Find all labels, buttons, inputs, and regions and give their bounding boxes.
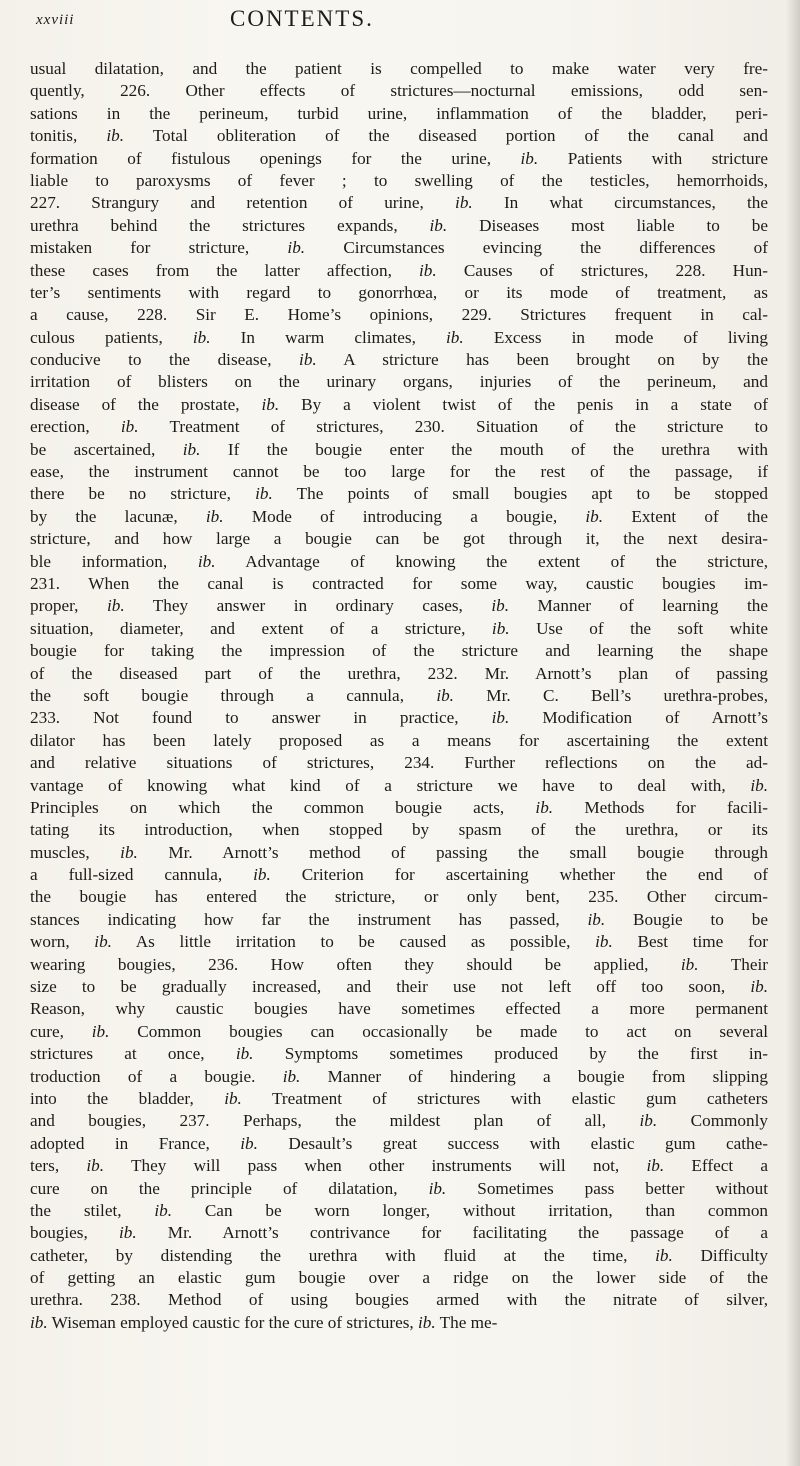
text-line: erection, ib. Treatment of strictures, 230. Situation of the stricture to (30, 417, 768, 437)
text-line: cure on the principle of dilatation, ib. Sometimes pass better without (30, 1178, 768, 1198)
text-line: stricture, and how large a bougie can be got through it, the next desira- (30, 529, 768, 549)
text-line: the stilet, ib. Can be worn longer, without irritation, than common (30, 1200, 768, 1220)
text-line: into the bladder, ib. Treatment of strictures with elastic gum catheters (30, 1088, 768, 1108)
text-line: dilator has been lately proposed as a means for ascertaining the extent (30, 730, 768, 750)
text-line: irritation of blisters on the urinary organs, injuries of the perineum, and (30, 372, 768, 392)
text-line: usual dilatation, and the patient is compelled to make water very fre- (30, 59, 768, 78)
text-line: 227. Strangury and retention of urine, ib. In what circumstances, the (30, 193, 768, 213)
text-line: vantage of knowing what kind of a stricture we have to deal with, ib. (30, 775, 768, 795)
text-line: cure, ib. Common bougies can occasionally be made to act on several (30, 1021, 768, 1041)
text-line: these cases from the latter affection, ib. Causes of strictures, 228. Hun- (30, 260, 768, 280)
text-line: situation, diameter, and extent of a stricture, ib. Use of the soft white (30, 618, 768, 638)
text-line: of getting an elastic gum bougie over a ridge on the lower side of the (30, 1268, 768, 1288)
text-line: tonitis, ib. Total obliteration of the diseased portion of the canal and (30, 126, 768, 146)
text-line: a cause, 228. Sir E. Home’s opinions, 229. Strictures frequent in cal- (30, 305, 768, 325)
text-line: Reason, why caustic bougies have sometimes effected a more permanent (30, 999, 768, 1019)
text-line: urethra. 238. Method of using bougies armed with the nitrate of silver, (30, 1290, 768, 1310)
text-line: be ascertained, ib. If the bougie enter the mouth of the urethra with (30, 439, 768, 459)
text-line: formation of fistulous openings for the urine, ib. Patients with stricture (30, 148, 768, 168)
text-line: and bougies, 237. Perhaps, the mildest plan of all, ib. Commonly (30, 1111, 768, 1131)
text-line: disease of the prostate, ib. By a violent twist of the penis in a state of (30, 394, 768, 414)
text-line: troduction of a bougie. ib. Manner of hindering a bougie from slipping (30, 1066, 768, 1086)
text-line: stances indicating how far the instrument has passed, ib. Bougie to be (30, 909, 768, 929)
text-line: the soft bougie through a cannula, ib. Mr. C. Bell’s urethra-probes, (30, 685, 768, 705)
text-line: tating its introduction, when stopped by spasm of the urethra, or its (30, 820, 768, 840)
text-line: culous patients, ib. In warm climates, ib. Excess in mode of living (30, 327, 768, 347)
text-line: and relative situations of strictures, 234. Further reflections on the ad- (30, 753, 768, 773)
text-line: the bougie has entered the stricture, or only bent, 235. Other circum- (30, 887, 768, 907)
text-line: by the lacunæ, ib. Mode of introducing a bougie, ib. Extent of the (30, 506, 768, 526)
page-header (36, 4, 766, 40)
text-line: mistaken for stricture, ib. Circumstances evincing the differences of (30, 238, 768, 258)
text-line: sations in the perineum, turbid urine, inflammation of the bladder, peri- (30, 103, 768, 123)
text-line: bougie for taking the impression of the stricture and learning the shape (30, 641, 768, 661)
text-line: size to be gradually increased, and their use not left off too soon, ib. (30, 977, 768, 997)
page-edge-shadow (786, 0, 800, 1466)
text-line: Principles on which the common bougie acts, ib. Methods for facili- (30, 797, 768, 817)
text-line: ters, ib. They will pass when other instruments will not, ib. Effect a (30, 1156, 768, 1176)
text-line: liable to paroxysms of fever ; to swelling of the testicles, hemorrhoids, (30, 170, 768, 190)
text-line: ble information, ib. Advantage of knowing the extent of the stricture, (30, 551, 768, 571)
text-line: there be no stricture, ib. The points of small bougies apt to be stopped (30, 484, 768, 504)
text-line: of the diseased part of the urethra, 232. Mr. Arnott’s plan of passing (30, 663, 768, 683)
text-line: a full-sized cannula, ib. Criterion for ascertaining whether the end of (30, 865, 768, 885)
text-line: ter’s sentiments with regard to gonorrhœa, or its mode of treatment, as (30, 282, 768, 302)
text-line: muscles, ib. Mr. Arnott’s method of passing the small bougie through (30, 842, 768, 862)
text-line: catheter, by distending the urethra with fluid at the time, ib. Difficulty (30, 1245, 768, 1265)
page-number: xxviii (36, 12, 75, 28)
text-line: bougies, ib. Mr. Arnott’s contrivance for facilitating the passage of a (30, 1223, 768, 1243)
text-line: wearing bougies, 236. How often they should be applied, ib. Their (30, 954, 768, 974)
text-line: 231. When the canal is contracted for some way, caustic bougies im- (30, 573, 768, 593)
text-line: adopted in France, ib. Desault’s great success with elastic gum cathe- (30, 1133, 768, 1153)
text-line: strictures at once, ib. Symptoms sometimes produced by the first in- (30, 1044, 768, 1064)
text-line: conducive to the disease, ib. A stricture has been brought on by the (30, 350, 768, 370)
text-line: ease, the instrument cannot be too large for the rest of the passage, if (30, 462, 768, 482)
text-line: ib. Wiseman employed caustic for the cure of strictures, ib. The me- (30, 1312, 498, 1332)
text-line: quently, 226. Other effects of strictures—nocturnal emissions, odd sen- (30, 81, 768, 101)
text-line: proper, ib. They answer in ordinary cases, ib. Manner of learning the (30, 596, 768, 616)
contents-paragraph (30, 58, 768, 1334)
text-line: urethra behind the strictures expands, ib. Diseases most liable to be (30, 215, 768, 235)
text-line: worn, ib. As little irritation to be caused as possible, ib. Best time for (30, 932, 768, 952)
running-title: CONTENTS. (230, 6, 374, 31)
text-line: 233. Not found to answer in practice, ib. Modification of Arnott’s (30, 708, 768, 728)
